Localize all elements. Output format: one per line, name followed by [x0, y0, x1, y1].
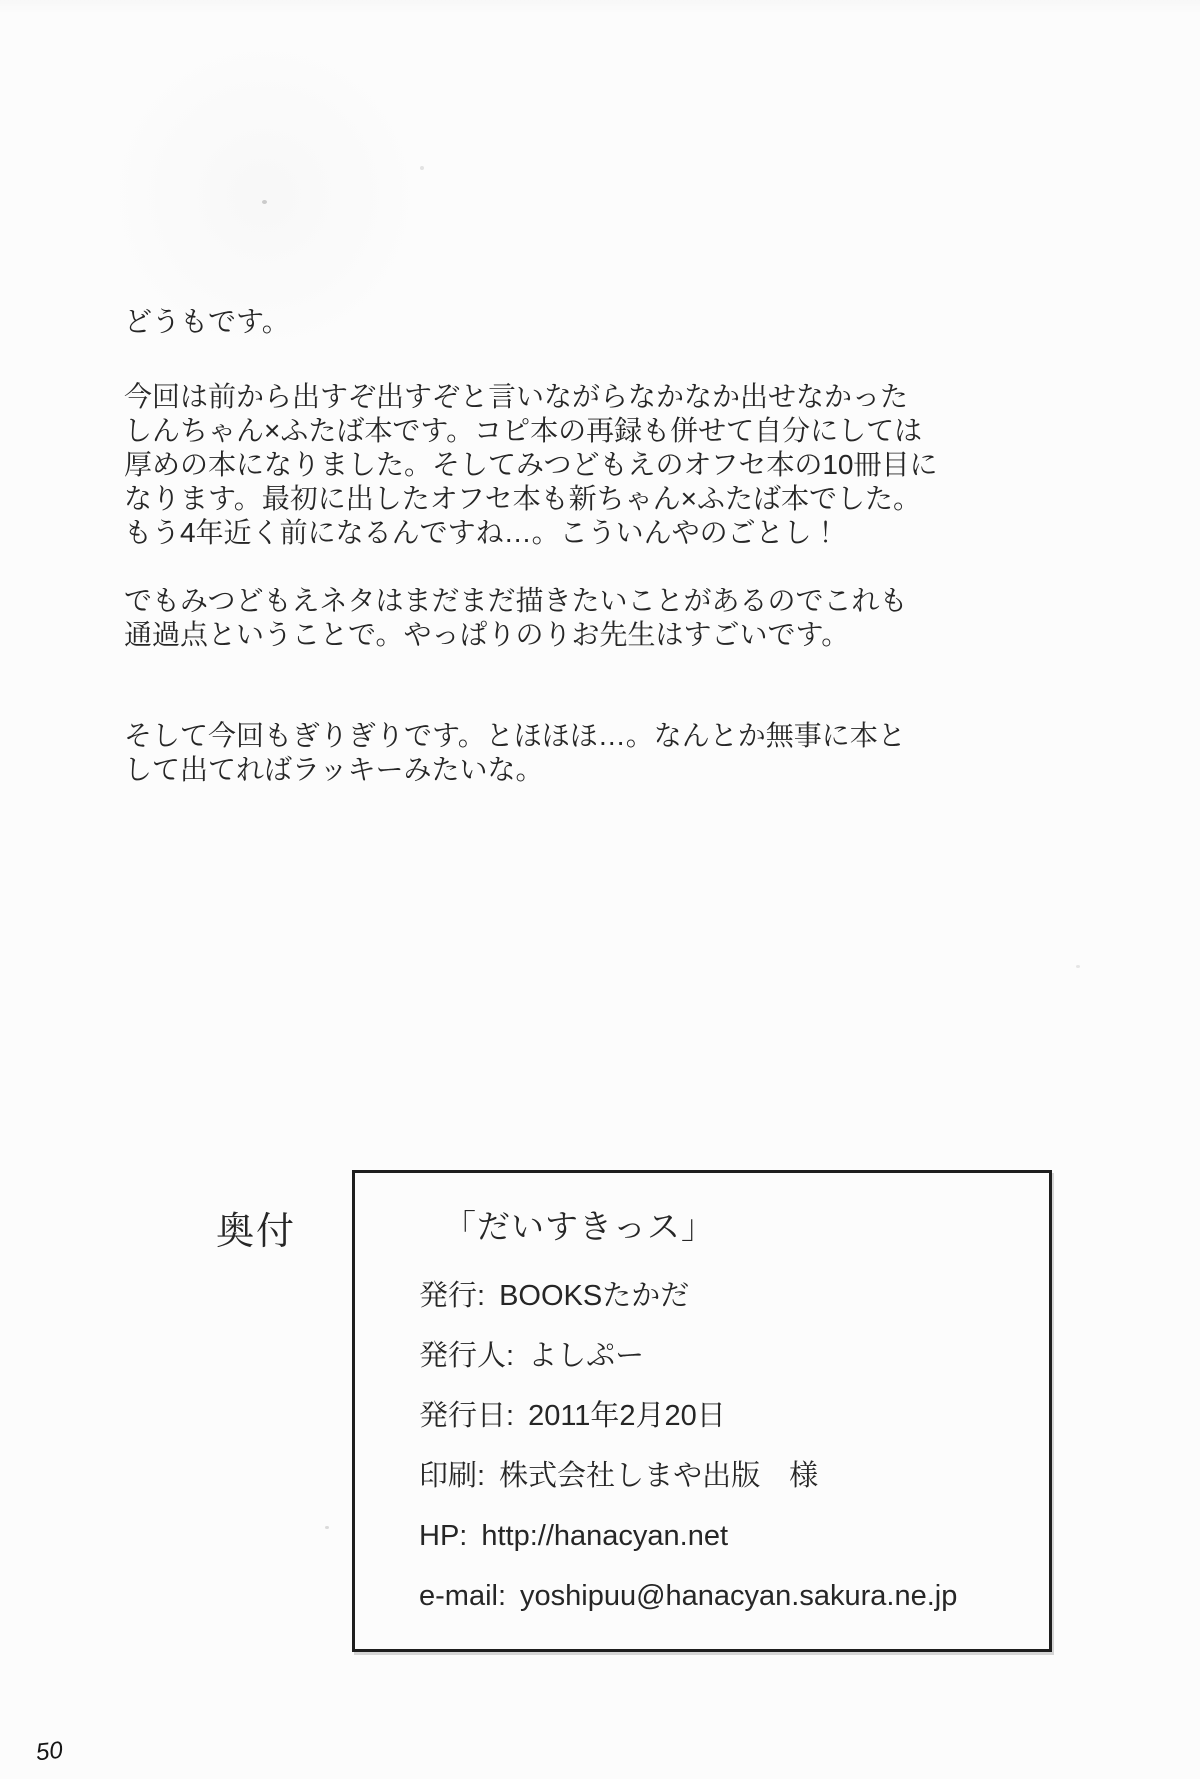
- afterword-paragraph-3: [124, 719, 964, 787]
- book-title: 「だいすきっス」: [443, 1208, 715, 1245]
- page-number: 50: [34, 1736, 64, 1767]
- colophon-entry-value: http://hanacyan.net: [481, 1520, 729, 1552]
- afterword-line: しんちゃん×ふたば本です。コピ本の再録も併せて自分にしては: [124, 415, 923, 446]
- scan-speck: [420, 166, 424, 170]
- colophon-entry-label: HP:: [419, 1520, 468, 1552]
- colophon-entry-label: 印刷:: [419, 1460, 486, 1492]
- colophon-entry-publisher: [419, 1281, 1029, 1312]
- colophon-entry-value: 2011年2月20日: [528, 1400, 726, 1432]
- colophon-entry-label: e-mail:: [419, 1580, 507, 1612]
- scan-speck: [262, 200, 267, 204]
- colophon-section-label: 奥付: [216, 1211, 297, 1253]
- colophon-entry-value: よしぷー: [528, 1340, 645, 1372]
- colophon-entry-printer: [419, 1461, 1029, 1492]
- colophon-box: [352, 1170, 1052, 1652]
- afterword-paragraph-2: [124, 584, 964, 652]
- colophon-entry-value: yoshipuu@hanacyan.sakura.ne.jp: [520, 1580, 958, 1612]
- scan-speck: [325, 1526, 329, 1529]
- colophon-entry-email: [419, 1581, 1029, 1612]
- afterword-line: 厚めの本になりました。そしてみつどもえのオフセ本の10冊目に: [124, 449, 938, 480]
- afterword-paragraph-1: [124, 380, 964, 550]
- colophon-entry-author: [419, 1341, 1029, 1372]
- afterword-greeting: [124, 305, 964, 339]
- afterword-line: して出てればラッキーみたいな。: [124, 754, 544, 785]
- afterword-line: なります。最初に出したオフセ本も新ちゃん×ふたば本でした。: [124, 483, 921, 514]
- afterword-line: 今回は前から出すぞ出すぞと言いながらなかなか出せなかった: [124, 381, 909, 412]
- afterword-line: 通過点ということで。やっぱりのりお先生はすごいです。: [124, 619, 850, 650]
- afterword-line: そして今回もぎりぎりです。とほほほ…。なんとか無事に本と: [124, 720, 906, 751]
- colophon-entry-label: 発行日:: [419, 1400, 515, 1432]
- afterword-line: どうもです。: [124, 306, 290, 337]
- afterword-line: でもみつどもえネタはまだまだ描きたいことがあるのでこれも: [124, 585, 908, 616]
- colophon-entry-homepage: [419, 1521, 1029, 1552]
- colophon-entry-value: BOOKSたかだ: [499, 1280, 690, 1312]
- colophon-entry-value: 株式会社しまや出版 様: [499, 1460, 819, 1492]
- scan-speck: [1076, 965, 1080, 968]
- colophon-entry-date: [419, 1401, 1029, 1432]
- colophon-entries: [419, 1281, 1029, 1641]
- colophon-entry-label: 発行:: [419, 1280, 486, 1312]
- afterword-line: もう4年近く前になるんですね…。こういんやのごとし！: [124, 517, 840, 548]
- colophon-entry-label: 発行人:: [419, 1340, 515, 1372]
